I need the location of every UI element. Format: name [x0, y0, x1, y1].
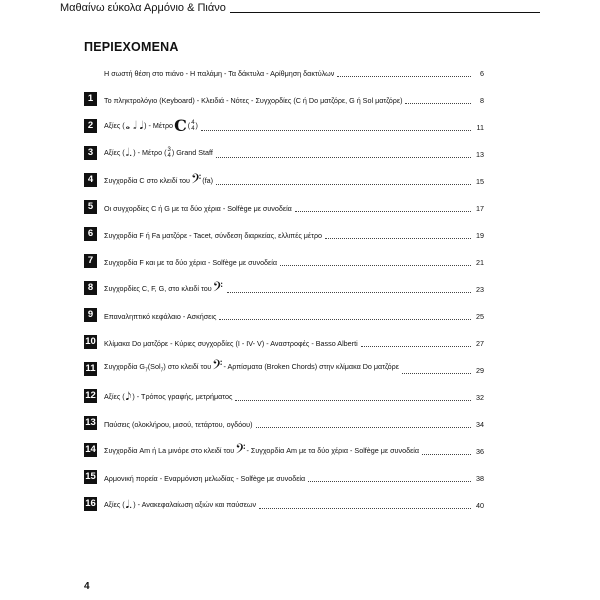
chapter-number: 2 — [84, 119, 97, 133]
dot-leader — [259, 508, 471, 509]
toc-entry-7[interactable] — [84, 253, 484, 269]
entry-title: Συγχορδία $G_7(Sol_7)$ στο κλειδί του𝄢- Αρπίσματα (Broken Chords) στην κλίμακα Do ματζόρε — [104, 358, 399, 376]
toc-entry-5[interactable] — [84, 199, 484, 215]
bass-clef-icon: 𝄢 — [212, 358, 223, 376]
chapter-number: 9 — [84, 308, 97, 322]
chapter-number: 16 — [85, 498, 96, 509]
entry-title: Αξίες (𝅗𝅥.) - Μέτρο (3 4) Grand Staff — [104, 147, 213, 159]
eighth-note-icon: 𝅘𝅥𝅮 — [125, 391, 132, 403]
entry-title: Επαναληπτικό κεφάλαιο - Ασκήσεις — [104, 312, 217, 321]
page-number: 32 — [476, 393, 484, 402]
toc-entry-10[interactable] — [84, 334, 484, 350]
chapter-number: 12 — [85, 390, 96, 401]
dot-leader — [402, 373, 471, 374]
dot-leader — [256, 427, 472, 428]
page-number: 36 — [476, 447, 484, 456]
entry-title: Η σωστή θέση στο πιάνο - Η παλάμη - Τα δάκτυλα - Αρίθμηση δακτύλων — [104, 69, 335, 78]
chapter-number: 3 — [84, 146, 97, 160]
entry-title: Το πληκτρολόγιο (Keyboard) - Κλειδιά - Νότες - Συγχορδίες (C ή Do ματζόρε, G ή Sol ματζόρε) — [104, 96, 403, 105]
toc-entry-6[interactable] — [84, 226, 484, 242]
entry-title: Αξίες (𝅘𝅥𝅮) - Τρόπος γραφής, μετρήματος — [104, 391, 233, 403]
chapter-number: 11 — [85, 363, 96, 374]
contents-heading: ΠΕΡΙΕΧΟΜΕΝΑ — [84, 40, 179, 54]
entry-title: Συγχορδία F ή Fa ματζόρε - Tacet, σύνδεση διαρκείας, ελλιπές μέτρο — [104, 231, 323, 240]
toc-entry-2[interactable] — [84, 118, 484, 134]
common-time-icon: C — [174, 116, 187, 135]
page-number: 13 — [476, 150, 484, 159]
dot-leader — [227, 292, 471, 293]
entry-title: Αξίες (𝅝 𝅗𝅥 𝅘𝅥) - ΜέτροC(4 4) — [104, 116, 198, 135]
toc-entry-1[interactable] — [84, 91, 484, 107]
running-header — [60, 2, 540, 18]
toc-entry-13[interactable] — [84, 415, 484, 431]
toc-entry-4[interactable] — [84, 172, 484, 188]
dotted-half-note-icon: 𝅗𝅥. — [125, 147, 133, 159]
toc-entry-9[interactable] — [84, 307, 484, 323]
toc-entry-3[interactable] — [84, 145, 484, 161]
chapter-number: 6 — [84, 227, 97, 241]
page-number: 21 — [476, 258, 484, 267]
bass-clef-icon: 𝄢 — [191, 173, 202, 190]
page-number: 8 — [480, 96, 484, 105]
toc-entry-intro[interactable] — [84, 64, 484, 80]
time-signature-4-4: 4 4 — [191, 120, 195, 132]
chapter-number: 5 — [84, 200, 97, 214]
dot-leader — [422, 454, 471, 455]
entry-title: Κλίμακα Do ματζόρε - Κύριες συγχορδίες (I - IV- V) - Αναστροφές - Basso Alberti — [104, 339, 358, 348]
book-title: Μαθαίνω εύκολα Αρμόνιο & Πιάνο — [60, 2, 226, 14]
dot-leader — [295, 211, 471, 212]
chapter-number: 8 — [84, 281, 97, 295]
chapter-number: 14 — [85, 444, 96, 455]
page-number: 17 — [476, 204, 484, 213]
dot-leader — [405, 103, 471, 104]
chapter-number: 10 — [85, 336, 96, 347]
toc-entry-11[interactable] — [84, 358, 484, 377]
dot-leader — [235, 400, 471, 401]
page-number: 34 — [476, 420, 484, 429]
page-number: 6 — [480, 69, 484, 78]
page-number: 38 — [476, 474, 484, 483]
dotted-quarter-note-icon: 𝅘𝅥. — [125, 499, 133, 511]
folio-page-number: 4 — [84, 581, 90, 592]
page-number: 19 — [476, 231, 484, 240]
chapter-number: 4 — [84, 173, 97, 187]
toc-entry-16[interactable] — [84, 496, 484, 512]
chapter-number: 13 — [85, 417, 96, 428]
dot-leader — [308, 481, 471, 482]
chapter-number: 7 — [84, 254, 97, 268]
note-values-icon: 𝅝 𝅗𝅥 𝅘𝅥 — [125, 120, 144, 132]
entry-title: Αρμονική πορεία - Εναρμόνιση μελωδίας - Solfège με συνοδεία — [104, 474, 306, 483]
header-rule — [230, 12, 540, 13]
dot-leader — [216, 157, 471, 158]
toc-entry-14[interactable] — [84, 442, 484, 458]
toc-entry-15[interactable] — [84, 469, 484, 485]
page-number: 15 — [476, 177, 484, 186]
dot-leader — [201, 130, 471, 131]
entry-title: Παύσεις (ολοκλήρου, μισού, τετάρτου, ογδόου) — [104, 420, 253, 429]
page-number: 29 — [476, 366, 484, 375]
dot-leader — [216, 184, 471, 185]
dot-leader — [280, 265, 471, 266]
chapter-number: 15 — [85, 471, 96, 482]
entry-title: Αξίες (𝅘𝅥.) - Ανακεφαλαίωση αξιών και παύσεων — [104, 499, 257, 511]
entry-title: Οι συγχορδίες C ή G με τα δύο χέρια - Solfège με συνοδεία — [104, 204, 292, 213]
page-number: 40 — [476, 501, 484, 510]
page-number: 27 — [476, 339, 484, 348]
page-number: 23 — [476, 285, 484, 294]
bass-clef-icon: 𝄢 — [235, 443, 246, 460]
page-number: 25 — [476, 312, 484, 321]
dot-leader — [325, 238, 471, 239]
entry-title: Συγχορδία C στο κλειδί του𝄢(fa) — [104, 173, 214, 190]
entry-title: Συγχορδία Am ή La μινόρε στο κλειδί του𝄢- Συγχορδία Am με τα δύο χέρια - Solfège με συνοδεία — [104, 443, 420, 460]
entry-title: Συγχορδία F και με τα δύο χέρια - Solfège με συνοδεία — [104, 258, 278, 267]
toc-entry-8[interactable] — [84, 280, 484, 296]
toc-entry-12[interactable] — [84, 388, 484, 404]
time-signature-3-4: 3 4 — [167, 147, 171, 159]
page-number: 11 — [476, 123, 484, 132]
entry-title: Συγχορδίες C, F, G, στο κλειδί του𝄢 — [104, 281, 223, 298]
chapter-number: 1 — [84, 92, 97, 106]
dot-leader — [337, 76, 471, 77]
dot-leader — [361, 346, 471, 347]
dot-leader — [219, 319, 471, 320]
bass-clef-icon: 𝄢 — [212, 281, 223, 298]
